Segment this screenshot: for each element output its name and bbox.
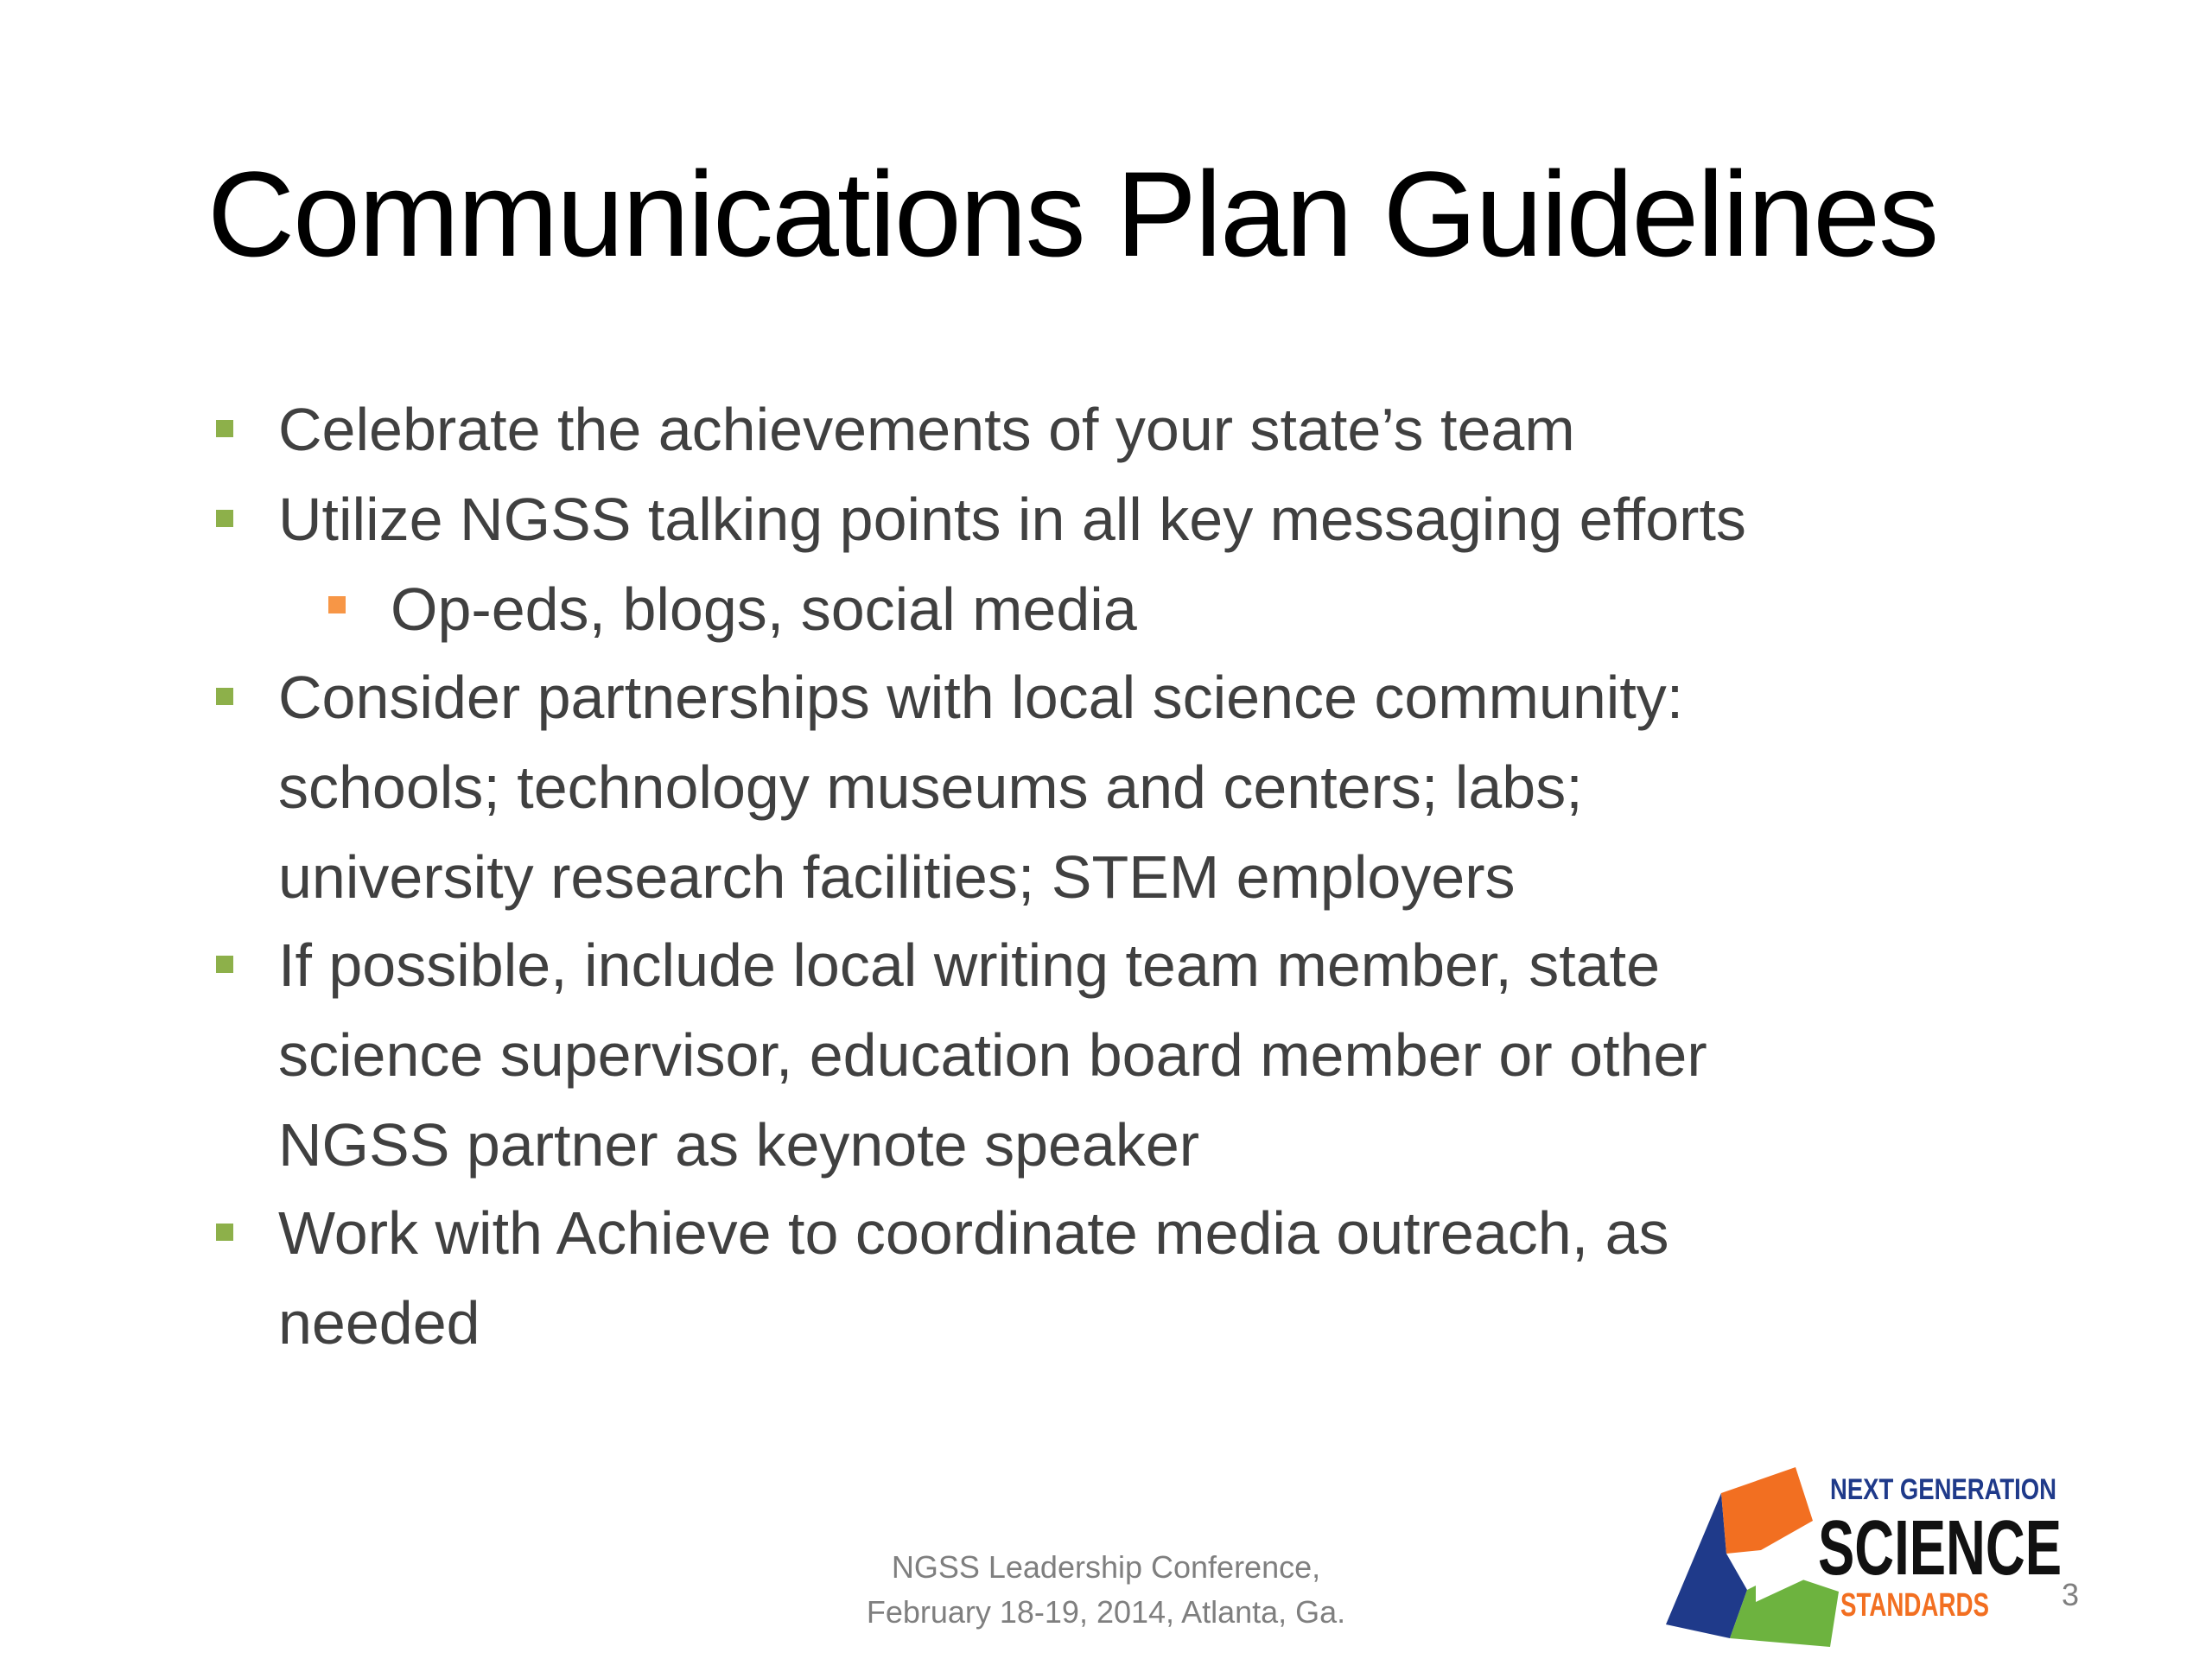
bullet-text: Consider partnerships with local science community:: [278, 664, 1684, 731]
sub-bullet-text: Op-eds, blogs, social media: [391, 575, 1137, 643]
page-number: 3: [2062, 1577, 2080, 1612]
bullet-text-continued: science supervisor, education board member or other: [278, 1021, 1707, 1089]
logo-text-science: SCIENCE: [1818, 1505, 2062, 1592]
bullet-marker: [216, 956, 233, 973]
bullet-text-continued: needed: [278, 1289, 480, 1357]
slide-title: Communications Plan Guidelines: [207, 146, 1938, 282]
bullet-text: Work with Achieve to coordinate media outreach, as: [278, 1199, 1669, 1267]
logo-text-next-generation: NEXT GENERATION: [1830, 1473, 2056, 1506]
bullet-text: Celebrate the achievements of your state’s team: [278, 396, 1575, 463]
logo-text-standards: STANDARDS: [1840, 1587, 1989, 1624]
bullet-text: Utilize NGSS talking points in all key messaging efforts: [278, 486, 1746, 553]
footer-conference: NGSS Leadership Conference,: [891, 1549, 1321, 1585]
bullet-marker: [216, 420, 233, 437]
bullet-text-continued: NGSS partner as keynote speaker: [278, 1111, 1200, 1179]
slide-footer: [804, 1545, 1408, 1635]
bullet-marker: [216, 688, 233, 705]
bullet-marker: [216, 510, 233, 527]
bullet-text: If possible, include local writing team member, state: [278, 931, 1661, 999]
sub-bullet-marker: [328, 596, 346, 613]
bullet-text-continued: university research facilities; STEM employers: [278, 843, 1516, 911]
footer-date-location: February 18-19, 2014, Atlanta, Ga.: [866, 1594, 1346, 1630]
ngss-triangle-logo-icon: [1666, 1460, 2063, 1659]
bullet-text-continued: schools; technology museums and centers; labs;: [278, 753, 1583, 821]
bullet-marker: [216, 1224, 233, 1241]
ngss-logo: [1666, 1460, 2063, 1659]
